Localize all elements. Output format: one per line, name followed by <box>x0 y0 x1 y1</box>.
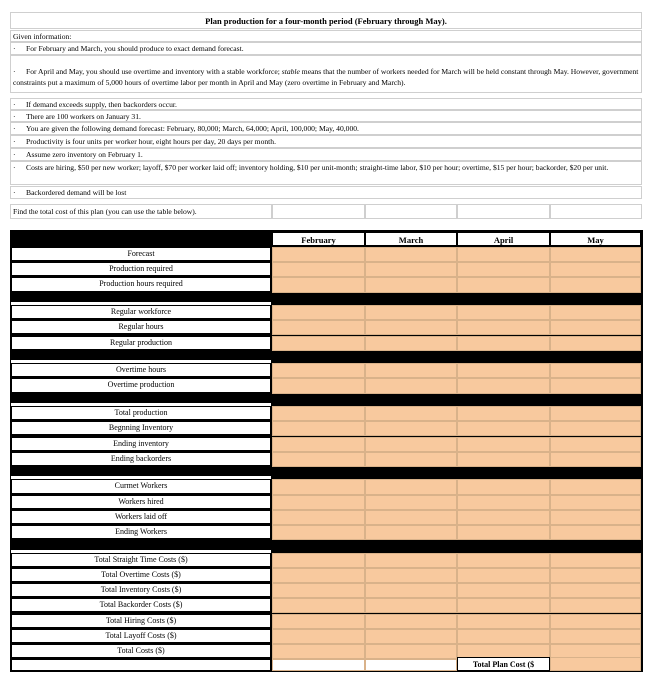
input-cell-may[interactable] <box>550 406 641 421</box>
bullet-icon: · <box>13 163 16 172</box>
input-cell-february[interactable] <box>272 598 365 613</box>
blank-cell <box>272 659 365 671</box>
input-cell-february[interactable] <box>272 406 365 421</box>
row-label: Begnning Inventory <box>11 421 271 435</box>
row-label: Total Costs ($) <box>11 644 271 658</box>
input-cell-february[interactable] <box>272 277 365 292</box>
input-cell-april[interactable] <box>457 262 550 277</box>
row-label: Regular production <box>11 336 271 350</box>
input-cell-april[interactable] <box>457 598 550 613</box>
bullet-icon: · <box>13 137 16 146</box>
input-cell-april[interactable] <box>457 525 550 540</box>
input-cell-may[interactable] <box>550 629 641 644</box>
input-cell-february[interactable] <box>272 305 365 320</box>
input-cell-may[interactable] <box>550 437 641 452</box>
row-label: Total Layoff Costs ($) <box>11 629 271 643</box>
input-cell-march[interactable] <box>365 614 457 629</box>
input-cell-march[interactable] <box>365 495 457 510</box>
input-cell-may[interactable] <box>550 262 641 277</box>
given-item-7: · Assume zero inventory on February 1. <box>10 148 642 161</box>
input-cell-april[interactable] <box>457 452 550 467</box>
input-cell-march[interactable] <box>365 262 457 277</box>
given-item-5: · You are given the following demand forecast: February, 80,000; March, 64,000; April, 100,000; May, 40,000. <box>10 122 642 135</box>
input-cell-march[interactable] <box>365 629 457 644</box>
input-cell-march[interactable] <box>365 583 457 598</box>
input-cell-march[interactable] <box>365 644 457 659</box>
input-cell-may[interactable] <box>550 614 641 629</box>
input-cell-march[interactable] <box>365 378 457 393</box>
input-cell-april[interactable] <box>457 378 550 393</box>
input-cell-may[interactable] <box>550 525 641 540</box>
input-cell-february[interactable] <box>272 525 365 540</box>
row-label: Overtime hours <box>11 363 271 377</box>
input-cell-march[interactable] <box>365 277 457 292</box>
row-label: Forecast <box>11 247 271 261</box>
input-cell-may[interactable] <box>550 510 641 525</box>
input-cell-april[interactable] <box>457 421 550 436</box>
bullet-icon: · <box>13 150 16 159</box>
row-label: Total Inventory Costs ($) <box>11 583 271 597</box>
input-cell-april[interactable] <box>457 553 550 568</box>
row-label: Workers laid off <box>11 510 271 524</box>
input-cell-may[interactable] <box>550 320 641 335</box>
input-cell-march[interactable] <box>365 598 457 613</box>
input-cell-february[interactable] <box>272 644 365 659</box>
input-cell-april[interactable] <box>457 568 550 583</box>
header-march: March <box>365 232 457 246</box>
input-cell-march[interactable] <box>365 525 457 540</box>
input-cell-april[interactable] <box>457 336 550 351</box>
input-cell-february[interactable] <box>272 247 365 262</box>
row-label: Curmet Workers <box>11 479 271 493</box>
input-cell-april[interactable] <box>457 629 550 644</box>
input-cell-february[interactable] <box>272 614 365 629</box>
given-item-1: · For February and March, you should produce to exact demand forecast. <box>10 42 642 55</box>
input-cell-march[interactable] <box>365 336 457 351</box>
row-label: Total Hiring Costs ($) <box>11 614 271 628</box>
given-heading: Given information: <box>10 30 642 42</box>
input-cell-february[interactable] <box>272 452 365 467</box>
input-cell-april[interactable] <box>457 479 550 494</box>
input-cell-may[interactable] <box>550 568 641 583</box>
row-label: Regular workforce <box>11 305 271 319</box>
input-cell-april[interactable] <box>457 277 550 292</box>
header-february: February <box>272 232 365 246</box>
input-cell-may[interactable] <box>550 598 641 613</box>
input-cell-february[interactable] <box>272 320 365 335</box>
input-cell-march[interactable] <box>365 568 457 583</box>
input-cell-march[interactable] <box>365 247 457 262</box>
row-label: Total Backorder Costs ($) <box>11 598 271 612</box>
input-cell-may[interactable] <box>550 452 641 467</box>
input-cell-april[interactable] <box>457 305 550 320</box>
given-item-8: · Costs are hiring, $50 per new worker; layoff, $70 per worker laid off; inventory holding, $10 per unit-month; straight-time labor, $10 per hour; overtime, $15 per hour; backorder, $20 per unit. <box>10 161 642 185</box>
input-cell-april[interactable] <box>457 614 550 629</box>
input-cell-april[interactable] <box>457 495 550 510</box>
input-cell-march[interactable] <box>365 363 457 378</box>
input-cell-march[interactable] <box>365 553 457 568</box>
input-cell-may[interactable] <box>550 277 641 292</box>
blank-label-cell <box>11 659 271 671</box>
question-spacer-cell <box>365 204 457 219</box>
question-spacer-cell <box>272 204 365 219</box>
bullet-icon: · <box>13 188 16 197</box>
input-cell-may[interactable] <box>550 583 641 598</box>
given-item-2: · For April and May, you should use overtime and inventory with a stable workforce; stable means that the number of workers needed for March will be held constant through May. However, government constraints put a maximum of 5,000 hours of overtime labor per month in April and May (zero overtime in February and March). <box>10 55 642 93</box>
input-cell-march[interactable] <box>365 305 457 320</box>
input-cell-may[interactable] <box>550 495 641 510</box>
input-cell-may[interactable] <box>550 479 641 494</box>
total-plan-cost-input[interactable] <box>550 657 641 671</box>
blank-cell <box>365 659 457 671</box>
input-cell-february[interactable] <box>272 437 365 452</box>
total-plan-cost-label: Total Plan Cost ($ <box>457 657 550 671</box>
input-cell-february[interactable] <box>272 262 365 277</box>
input-cell-february[interactable] <box>272 553 365 568</box>
input-cell-march[interactable] <box>365 320 457 335</box>
input-cell-april[interactable] <box>457 406 550 421</box>
input-cell-february[interactable] <box>272 583 365 598</box>
input-cell-may[interactable] <box>550 378 641 393</box>
given-item-6: · Productivity is four units per worker hour, eight hours per day, 20 days per month. <box>10 135 642 148</box>
given-item-4: · There are 100 workers on January 31. <box>10 110 642 122</box>
input-cell-march[interactable] <box>365 406 457 421</box>
input-cell-april[interactable] <box>457 437 550 452</box>
input-cell-february[interactable] <box>272 495 365 510</box>
question-text: Find the total cost of this plan (you can use the table below). <box>10 204 272 219</box>
input-cell-may[interactable] <box>550 363 641 378</box>
row-label: Workers hired <box>11 495 271 509</box>
input-cell-march[interactable] <box>365 452 457 467</box>
row-label: Ending Workers <box>11 525 271 539</box>
input-cell-may[interactable] <box>550 421 641 436</box>
bullet-icon: · <box>13 124 16 133</box>
input-cell-april[interactable] <box>457 363 550 378</box>
input-cell-march[interactable] <box>365 510 457 525</box>
page-title: Plan production for a four-month period (February through May). <box>10 12 642 29</box>
header-april: April <box>457 232 550 246</box>
row-label: Production hours required <box>11 277 271 291</box>
input-cell-may[interactable] <box>550 336 641 351</box>
input-cell-april[interactable] <box>457 510 550 525</box>
header-may: May <box>550 232 641 246</box>
row-label: Total Overtime Costs ($) <box>11 568 271 582</box>
input-cell-march[interactable] <box>365 479 457 494</box>
row-label: Total Straight Time Costs ($) <box>11 553 271 567</box>
row-label: Ending backorders <box>11 452 271 466</box>
row-label: Regular hours <box>11 320 271 334</box>
input-cell-may[interactable] <box>550 553 641 568</box>
input-cell-february[interactable] <box>272 629 365 644</box>
input-cell-february[interactable] <box>272 479 365 494</box>
bullet-icon: · <box>13 100 16 109</box>
input-cell-february[interactable] <box>272 378 365 393</box>
input-cell-may[interactable] <box>550 305 641 320</box>
input-cell-february[interactable] <box>272 421 365 436</box>
row-label: Ending inventory <box>11 437 271 451</box>
input-cell-april[interactable] <box>457 320 550 335</box>
input-cell-february[interactable] <box>272 336 365 351</box>
input-cell-april[interactable] <box>457 583 550 598</box>
input-cell-february[interactable] <box>272 363 365 378</box>
bullet-icon: · <box>13 44 16 53</box>
input-cell-march[interactable] <box>365 421 457 436</box>
input-cell-february[interactable] <box>272 510 365 525</box>
question-spacer-cell <box>457 204 550 219</box>
input-cell-february[interactable] <box>272 568 365 583</box>
bullet-icon: · <box>13 67 16 76</box>
input-cell-march[interactable] <box>365 437 457 452</box>
question-spacer-cell <box>550 204 642 219</box>
input-cell-april[interactable] <box>457 247 550 262</box>
given-item-3: · If demand exceeds supply, then backorders occur. <box>10 98 642 110</box>
row-label: Production required <box>11 262 271 276</box>
input-cell-may[interactable] <box>550 247 641 262</box>
bullet-icon: · <box>13 112 16 121</box>
given-item-9: · Backordered demand will be lost <box>10 186 642 199</box>
row-label: Overtime production <box>11 378 271 392</box>
row-label: Total production <box>11 406 271 420</box>
